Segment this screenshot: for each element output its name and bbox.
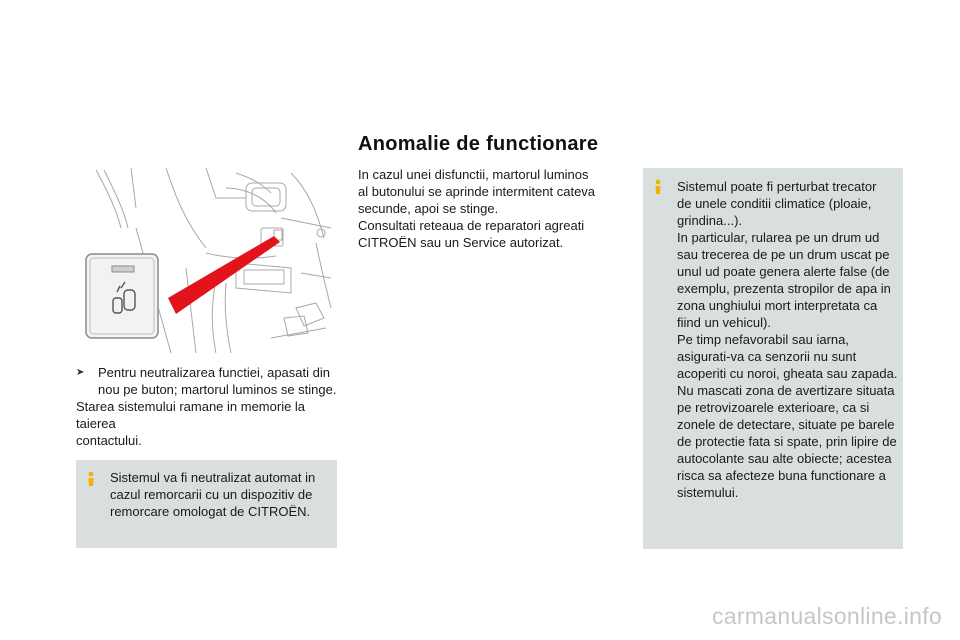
section-title: Anomalie de functionare [358,133,599,155]
watermark: carmanualsonline.info [711,603,942,629]
memory-state-paragraph: Starea sistemului ramane in memorie la taierea contactului. [76,399,306,448]
dashboard-button-illustration [76,168,336,353]
info-box-weather [643,168,903,549]
info-box-weather-text: Sistemul poate fi perturbat trecator de unele conditii climatice (ploaie, grindina...). In particular, rularea pe un drum ud sau trecerea de pe un drum uscat pe unul ud poate genera alerte false (de exemplu, prezenta stropilor de apa in zona unghiului mort interpretata ca fiind un vehicul). Pe timp nefavorabil sau iarna, asigurati-va ca senzorii nu sunt acoperiti cu noroi, gheata sau zapada. Nu mascati zona de avertizare situata pe retrovizoarele exterioare, ca si zonele de detectare, situate pe barele de protectie fata si spate, prin lipire de autocolante sau alte obiecte; acestea risca sa afecteze buna functionare a sistemului. [677,179,898,500]
info-icon [651,179,665,195]
bullet-arrow-icon: ➤ [76,367,85,378]
info-box-towing-text: Sistemul va fi neutralizat automat in cazul remorcarii cu un dispozitiv de remorcare omologat de CITROËN. [110,470,316,519]
info-icon [84,471,98,487]
neutralize-instruction: ➤ Pentru neutralizarea functiei, apasati din nou pe buton; martorul luminos se stinge. [76,365,337,397]
malfunction-paragraph: In cazul unei disfunctii, martorul luminos al butonului se aprinde intermitent cateva secunde, apoi se stinge. Consultati reteaua de reparatori agreati CITROËN sau un Service autorizat. [358,167,596,250]
info-box-towing [76,460,337,548]
